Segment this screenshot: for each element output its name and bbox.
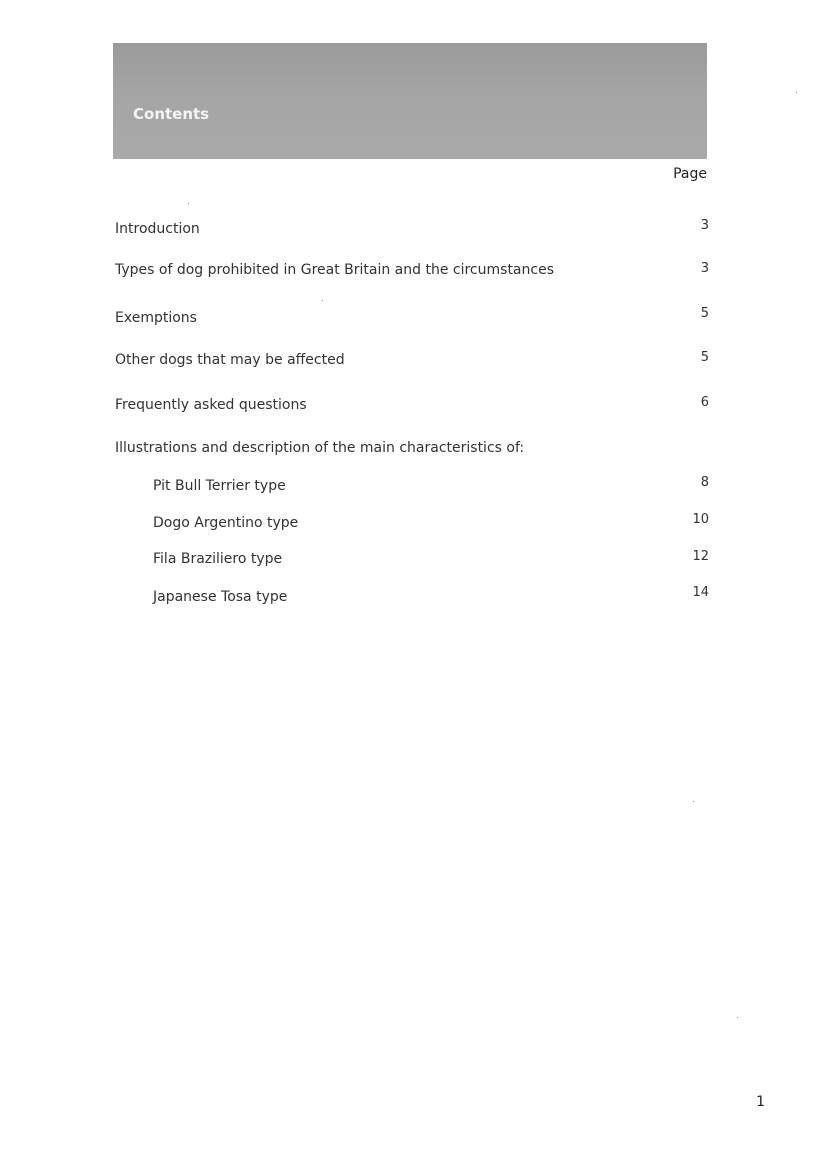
toc-entry-other-dogs[interactable] [0,352,826,376]
scan-speck [737,1017,738,1018]
toc-entry-title: Other dogs that may be affected [115,352,345,368]
page-column-label: Page [673,166,707,182]
scan-speck [188,203,189,204]
contents-header-band [113,43,707,159]
toc-entry-illustrations [0,440,826,464]
toc-entry-title: Types of dog prohibited in Great Britain and the circumstances [115,262,554,278]
toc-entry-introduction[interactable] [0,218,826,245]
scan-speck [796,92,797,93]
toc-entry-title: Japanese Tosa type [153,589,288,605]
page-number: 1 [756,1094,765,1110]
toc-entry-title: Exemptions [115,310,197,326]
toc-subentry-dogo-argentino[interactable] [0,512,826,539]
toc-entry-page: 3 [700,218,709,233]
toc-entry-page: 14 [692,585,709,600]
toc-subentry-japanese-tosa[interactable] [0,585,826,613]
toc-entry-exemptions[interactable] [0,306,826,334]
toc-entry-title: Pit Bull Terrier type [153,478,286,494]
toc-entry-title: Dogo Argentino type [153,515,299,531]
toc-entry-page: 3 [700,261,709,276]
toc-entry-title: Illustrations and description of the main characteristics of: [115,440,525,456]
toc-entry-page: 5 [700,350,709,365]
toc-entry-title: Introduction [115,221,200,237]
scan-speck [322,300,323,301]
toc-entry-page: 5 [700,306,709,321]
toc-entry-types-prohibited[interactable] [0,262,826,286]
toc-entry-title: Fila Braziliero type [153,551,283,567]
toc-entry-page: 6 [700,395,709,410]
toc-subentry-fila-braziliero[interactable] [0,551,826,575]
toc-entry-faq[interactable] [0,397,826,421]
toc-entry-page: 8 [700,475,709,490]
toc-subentry-pit-bull[interactable] [0,475,826,502]
toc-entry-title: Frequently asked questions [115,397,307,413]
toc-entry-page: 10 [692,512,709,527]
contents-title: Contents [133,105,210,123]
toc-entry-page: 12 [692,549,709,564]
scan-speck [693,801,694,802]
